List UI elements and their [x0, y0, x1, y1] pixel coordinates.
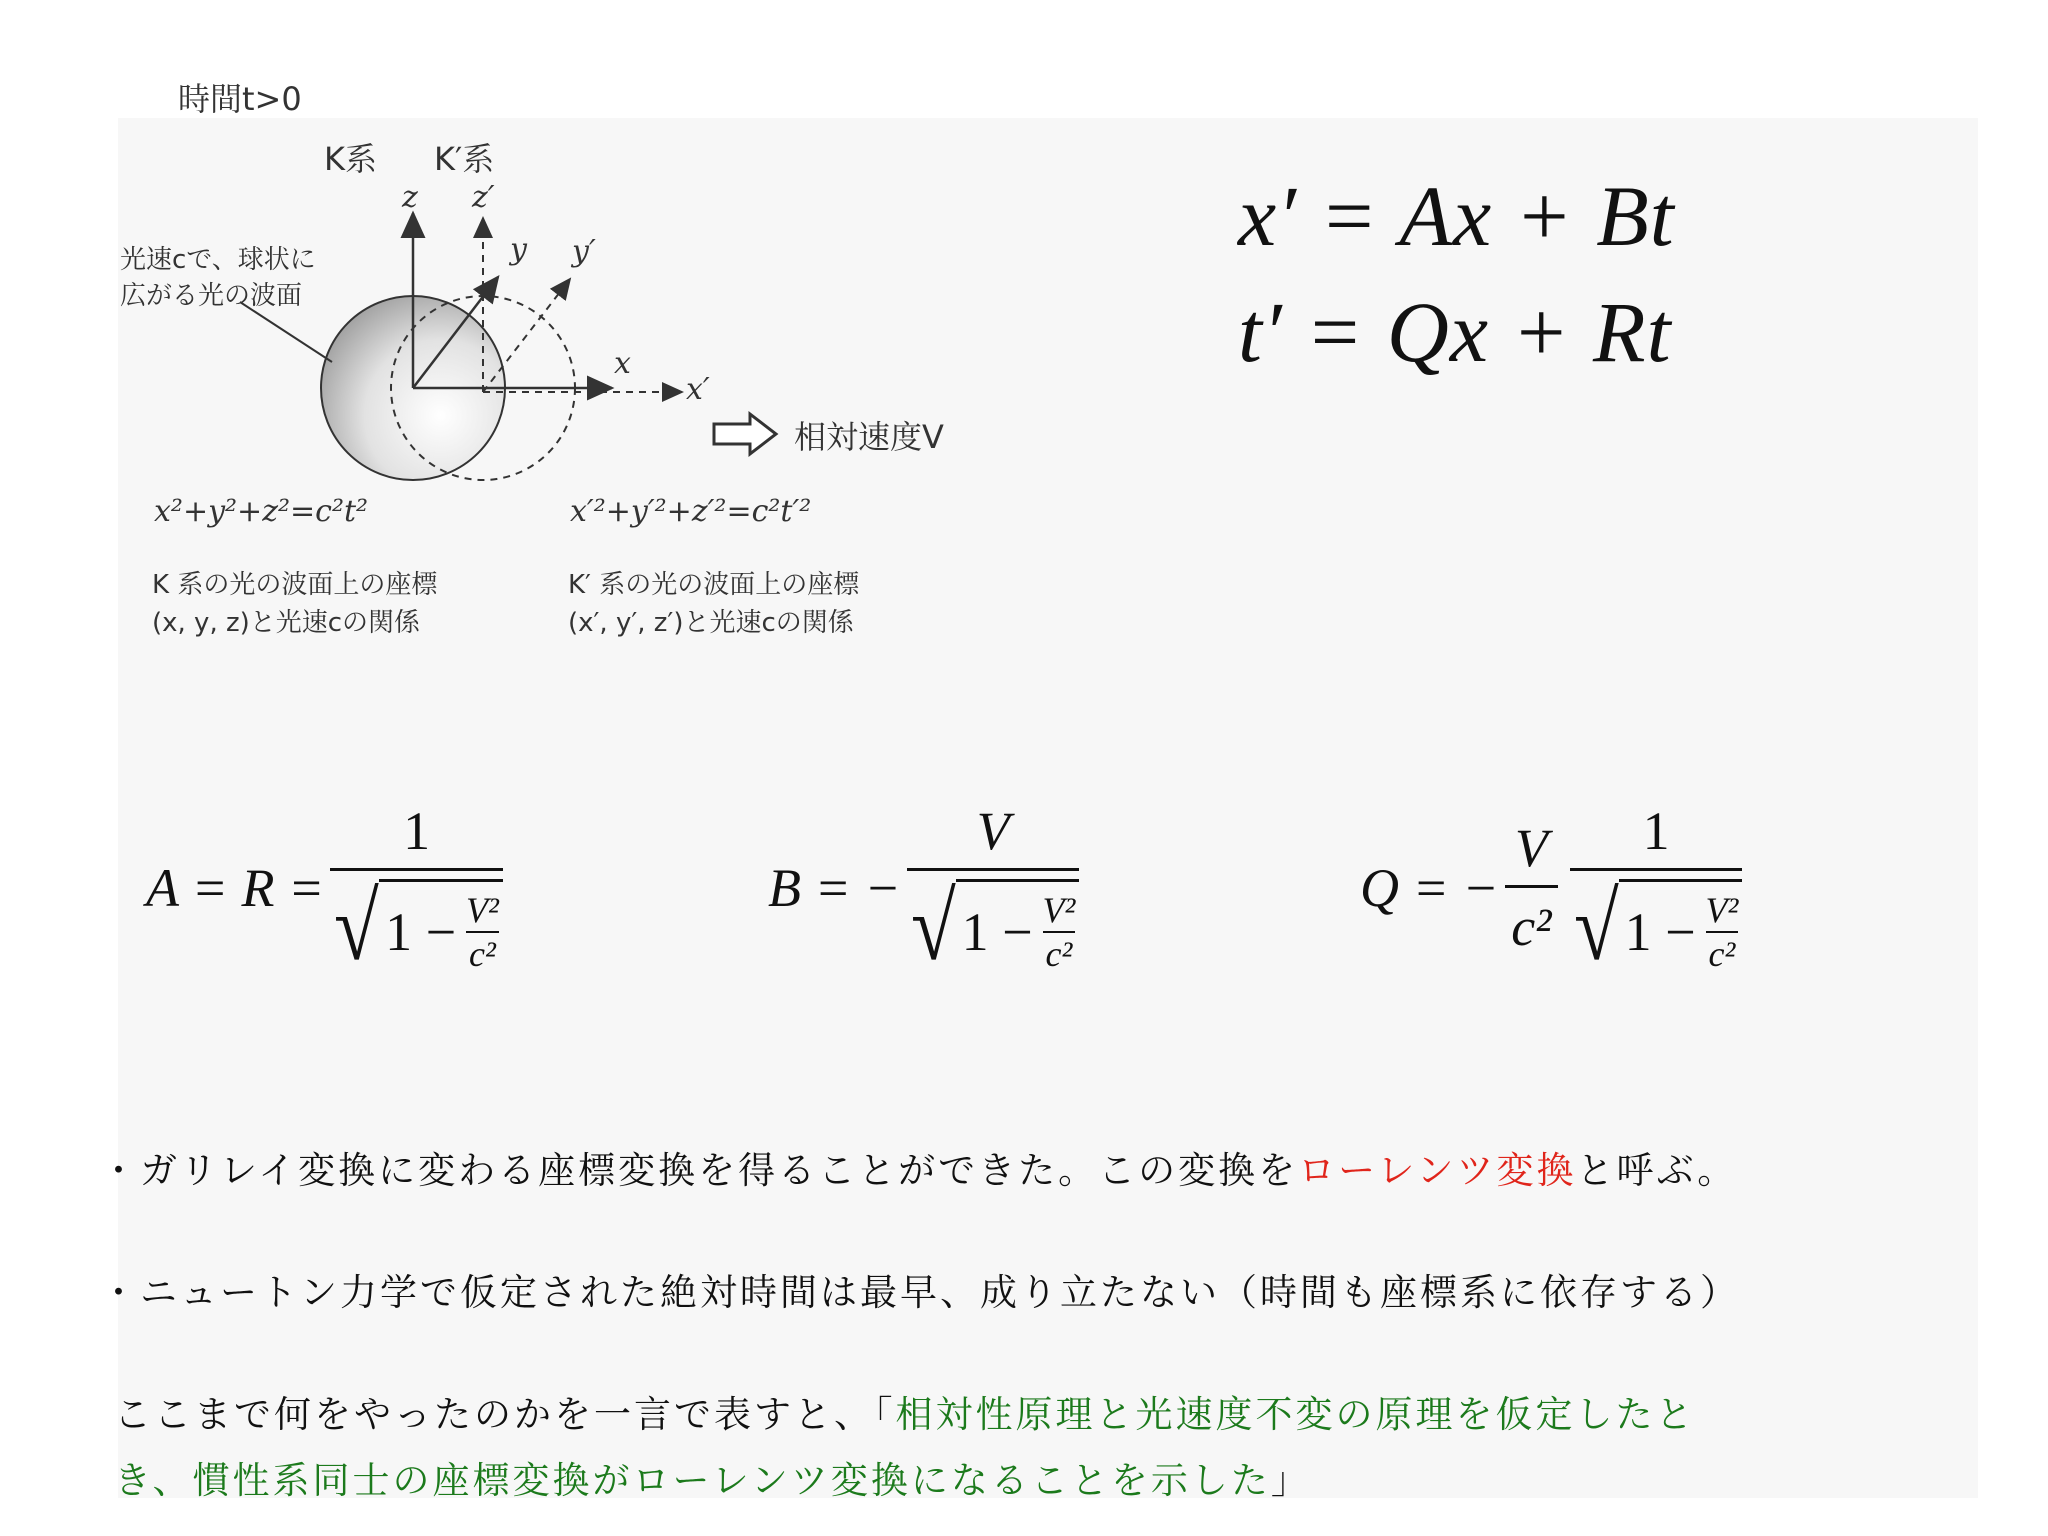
- a-r-v2-over-c2: [466, 889, 499, 975]
- velocity-arrow-icon: [714, 414, 776, 454]
- k-prime-description: [568, 566, 859, 642]
- a-r-lhs: A = R =: [146, 857, 325, 918]
- axis-x-label: x: [614, 346, 631, 381]
- sqrt-radical-icon: √: [910, 873, 956, 980]
- k-prime-description-line2: (x′, y′, z′)と光速cの関係: [568, 608, 854, 638]
- a-r-fraction: [330, 800, 502, 980]
- a-r-c2: c²: [469, 933, 496, 974]
- bullet-lorentz: [100, 1140, 1737, 1194]
- axis-x-prime-label: x′: [686, 372, 710, 407]
- b-one-minus: 1 −: [961, 901, 1033, 962]
- b-v2: V²: [1042, 889, 1076, 930]
- k-prime-description-line1: K′ 系の光の波面上の座標: [568, 570, 860, 600]
- summary-line1: [114, 1384, 1696, 1438]
- q-v2-over-c2: [1706, 889, 1739, 975]
- axis-z-prime-label: z′: [472, 180, 495, 215]
- a-r-sqrt: [330, 873, 502, 980]
- q-v: V: [1514, 818, 1548, 878]
- wave-label-line2: 広がる光の波面: [120, 281, 303, 311]
- k-description-line2: (x, y, z)と光速cの関係: [152, 608, 421, 638]
- b-c2: c²: [1045, 933, 1073, 974]
- k-description-line1: K 系の光の波面上の座標: [152, 570, 438, 600]
- a-r-coefficient: [146, 800, 509, 980]
- k-description: [152, 566, 437, 642]
- b-sqrt: [907, 873, 1079, 980]
- frame-k-label: K系: [324, 140, 377, 178]
- lorentz-highlight: ローレンツ変換: [1298, 1149, 1577, 1192]
- light-sphere-figure: [0, 0, 1100, 700]
- b-v2-over-c2: [1043, 889, 1076, 975]
- q-v-over-c2: [1505, 817, 1558, 958]
- bullet-lorentz-prefix: ・ガリレイ変換に変わる座標変換を得ることができた。この変換を: [100, 1149, 1299, 1192]
- q-one-minus: 1 −: [1624, 901, 1696, 962]
- a-r-one-minus: 1 −: [385, 901, 457, 962]
- time-label: 時間t>0: [178, 80, 302, 118]
- summary-suffix: 」: [1270, 1459, 1311, 1502]
- q-lhs: Q = −: [1360, 857, 1499, 918]
- sqrt-radical-icon: √: [334, 873, 380, 980]
- summary-highlight-2: き、慣性系同士の座標変換がローレンツ変換になることを示した: [114, 1459, 1271, 1502]
- a-r-v2: V²: [466, 889, 499, 930]
- q-v2: V²: [1705, 889, 1739, 930]
- q-fraction: [1570, 800, 1742, 980]
- q-numerator: 1: [1642, 801, 1670, 861]
- q-coefficient: [1360, 800, 1748, 980]
- axis-z-label: z: [402, 180, 418, 215]
- b-lhs: B = −: [768, 857, 901, 918]
- axis-y-label: y: [510, 232, 527, 267]
- a-r-numerator: 1: [403, 801, 431, 861]
- summary-line2: [114, 1450, 1311, 1504]
- velocity-label: 相対速度V: [794, 418, 944, 456]
- axis-y-prime-label: y′: [572, 234, 596, 269]
- k-sphere-equation: x²+y²+z²=c²t²: [154, 494, 369, 529]
- wave-label-line1: 光速cで、球状に: [120, 245, 316, 275]
- summary-highlight-1: 相対性原理と光速度不変の原理を仮定したと: [895, 1393, 1696, 1436]
- sqrt-radical-icon: √: [1573, 873, 1619, 980]
- k-prime-sphere-equation: x′²+y′²+z′²=c²t′²: [570, 494, 812, 529]
- t-prime-equation: t′ = Qx + Rt: [1238, 284, 1672, 380]
- q-c2-inner: c²: [1708, 933, 1736, 974]
- bullet-lorentz-suffix: と呼ぶ。: [1576, 1149, 1738, 1192]
- b-fraction: [907, 800, 1079, 980]
- summary-prefix: ここまで何をやったのかを一言で表すと、「: [114, 1393, 896, 1436]
- wave-label: [120, 242, 316, 314]
- b-numerator: V: [976, 801, 1010, 861]
- q-c2: c²: [1511, 897, 1552, 957]
- bullet-absolute-time: ・ニュートン力学で仮定された絶対時間は最早、成り立たない（時間も座標系に依存する）: [100, 1271, 1740, 1314]
- q-sqrt: [1570, 873, 1742, 980]
- b-coefficient: [768, 800, 1085, 980]
- x-prime-equation: x′ = Ax + Bt: [1238, 168, 1675, 264]
- frame-k-prime-label: K′系: [434, 140, 495, 178]
